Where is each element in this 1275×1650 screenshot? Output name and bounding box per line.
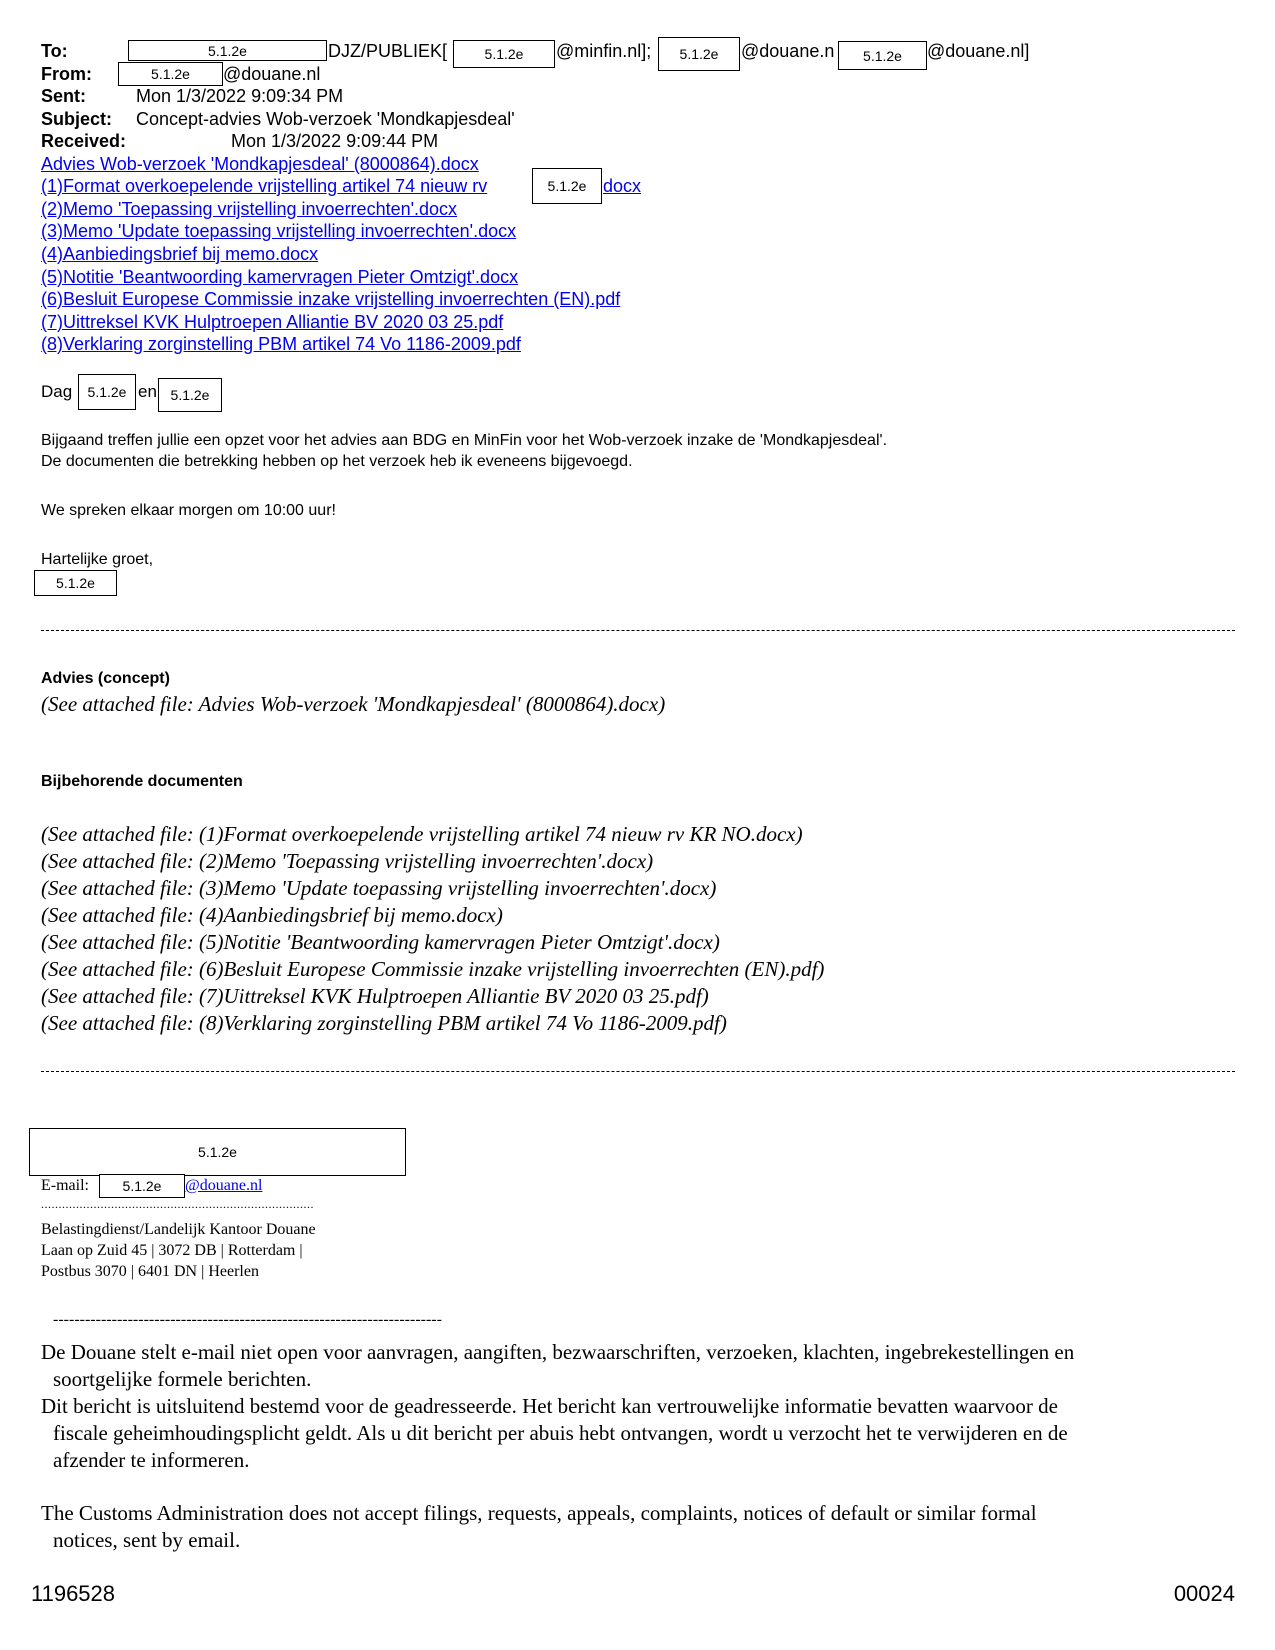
received-value: Mon 1/3/2022 9:09:44 PM <box>231 131 439 151</box>
subject-value: Concept-advies Wob-verzoek 'Mondkapjesdeal' <box>136 109 515 129</box>
to-recipient-4: @douane.nl] <box>927 41 1030 61</box>
attachment-link[interactable]: (5)Notitie 'Beantwoording kamervragen Pieter Omtzigt'.docx <box>41 267 519 287</box>
redaction-box: 5.1.2e <box>158 378 222 412</box>
disclaimer-line: De Douane stelt e-mail niet open voor aanvragen, aangiften, bezwaarschriften, verzoeken, klachten, ingebrekestellingen en <box>41 1340 1075 1364</box>
from-value: @douane.nl <box>223 64 321 84</box>
footer-document-number: 1196528 <box>31 1581 116 1606</box>
to-recipient-3: @douane.n <box>741 41 835 61</box>
to-label: To: <box>41 41 68 61</box>
see-attached-line: (See attached file: (8)Verklaring zorginstelling PBM artikel 74 Vo 1186-2009.pdf) <box>41 1011 727 1035</box>
sent-label: Sent: <box>41 86 86 106</box>
docs-heading: Bijbehorende documenten <box>41 773 243 790</box>
to-recipient-2: @minfin.nl]; <box>556 41 652 61</box>
disclaimer-line: notices, sent by email. <box>53 1528 241 1552</box>
see-attached-line: (See attached file: (4)Aanbiedingsbrief bij memo.docx) <box>41 903 503 927</box>
divider <box>41 1071 1235 1072</box>
see-attached-line: (See attached file: (3)Memo 'Update toepassing vrijstelling invoerrechten'.docx) <box>41 876 717 900</box>
sent-value: Mon 1/3/2022 9:09:34 PM <box>136 86 344 106</box>
redaction-box: 5.1.2e <box>29 1128 406 1176</box>
body-line: We spreken elkaar morgen om 10:00 uur! <box>41 502 336 519</box>
disclaimer-line: Dit bericht is uitsluitend bestemd voor de geadresseerde. Het bericht kan vertrouwelijke informatie bevatten waarvoor de <box>41 1394 1058 1418</box>
from-label: From: <box>41 64 92 84</box>
disclaimer-line: afzender te informeren. <box>53 1448 250 1472</box>
attachment-link-suffix[interactable]: docx <box>603 176 642 196</box>
disclaimer-line: fiscale geheimhoudingsplicht geldt. Als u dit bericht per abuis hebt ontvangen, wordt u verzocht het te verwijderen en de <box>53 1421 1068 1445</box>
to-recipient-1: DJZ/PUBLIEK[ <box>328 41 448 61</box>
greeting-start: Dag <box>41 382 73 401</box>
redaction-box: 5.1.2e <box>118 62 223 86</box>
see-attached-line: (See attached file: (1)Format overkoepelende vrijstelling artikel 74 nieuw rv KR NO.docx) <box>41 822 803 846</box>
attachment-link[interactable]: (4)Aanbiedingsbrief bij memo.docx <box>41 244 319 264</box>
redaction-box: 5.1.2e <box>99 1174 185 1198</box>
signature-address: Laan op Zuid 45 | 3072 DB | Rotterdam | <box>41 1242 303 1259</box>
body-line: De documenten die betrekking hebben op het verzoek heb ik eveneens bijgevoegd. <box>41 453 633 470</box>
dotted-separator: .............................................................................. <box>41 1197 314 1211</box>
redaction-box: 5.1.2e <box>658 37 740 71</box>
disclaimer-line: The Customs Administration does not accept filings, requests, appeals, complaints, notices of default or similar formal <box>41 1501 1037 1525</box>
attachment-link[interactable]: Advies Wob-verzoek 'Mondkapjesdeal' (8000864).docx <box>41 154 479 174</box>
see-attached-line: (See attached file: Advies Wob-verzoek 'Mondkapjesdeal' (8000864).docx) <box>41 692 666 716</box>
divider <box>41 630 1235 631</box>
attachment-link[interactable]: (8)Verklaring zorginstelling PBM artikel 74 Vo 1186-2009.pdf <box>41 334 521 354</box>
see-attached-line: (See attached file: (7)Uittreksel KVK Hulptroepen Alliantie BV 2020 03 25.pdf) <box>41 984 709 1008</box>
greeting-mid: en <box>138 382 157 401</box>
redaction-box: 5.1.2e <box>34 570 117 596</box>
disclaimer-rule: ------------------------------------------------------------------------- <box>53 1311 442 1328</box>
subject-label: Subject: <box>41 109 113 129</box>
closing: Hartelijke groet, <box>41 551 154 568</box>
attachment-link[interactable]: (7)Uittreksel KVK Hulptroepen Alliantie BV 2020 03 25.pdf <box>41 312 504 332</box>
redaction-box: 5.1.2e <box>532 168 602 204</box>
see-attached-line: (See attached file: (6)Besluit Europese Commissie inzake vrijstelling invoerrechten (EN).pdf) <box>41 957 825 981</box>
redaction-box: 5.1.2e <box>453 40 555 68</box>
attachment-link[interactable]: (2)Memo 'Toepassing vrijstelling invoerrechten'.docx <box>41 199 458 219</box>
body-line: Bijgaand treffen jullie een opzet voor het advies aan BDG en MinFin voor het Wob-verzoek inzake de 'Mondkapjesdeal'. <box>41 432 888 449</box>
redaction-box: 5.1.2e <box>78 374 136 410</box>
footer-page-number: 00024 <box>1173 1581 1235 1606</box>
attachment-link[interactable]: (1)Format overkoepelende vrijstelling artikel 74 nieuw rv <box>41 176 488 196</box>
signature-address: Postbus 3070 | 6401 DN | Heerlen <box>41 1263 259 1280</box>
received-label: Received: <box>41 131 127 151</box>
advies-heading: Advies (concept) <box>41 670 170 687</box>
email-link[interactable]: @douane.nl <box>185 1177 263 1194</box>
attachment-link[interactable]: (3)Memo 'Update toepassing vrijstelling invoerrechten'.docx <box>41 221 517 241</box>
attachment-link[interactable]: (6)Besluit Europese Commissie inzake vrijstelling invoerrechten (EN).pdf <box>41 289 621 309</box>
see-attached-line: (See attached file: (2)Memo 'Toepassing vrijstelling invoerrechten'.docx) <box>41 849 654 873</box>
disclaimer-line: soortgelijke formele berichten. <box>53 1367 312 1391</box>
see-attached-line: (See attached file: (5)Notitie 'Beantwoording kamervragen Pieter Omtzigt'.docx) <box>41 930 720 954</box>
signature-org: Belastingdienst/Landelijk Kantoor Douane <box>41 1221 316 1238</box>
redaction-box: 5.1.2e <box>128 40 327 61</box>
email-label: E-mail: <box>41 1177 89 1194</box>
redaction-box: 5.1.2e <box>838 41 927 70</box>
